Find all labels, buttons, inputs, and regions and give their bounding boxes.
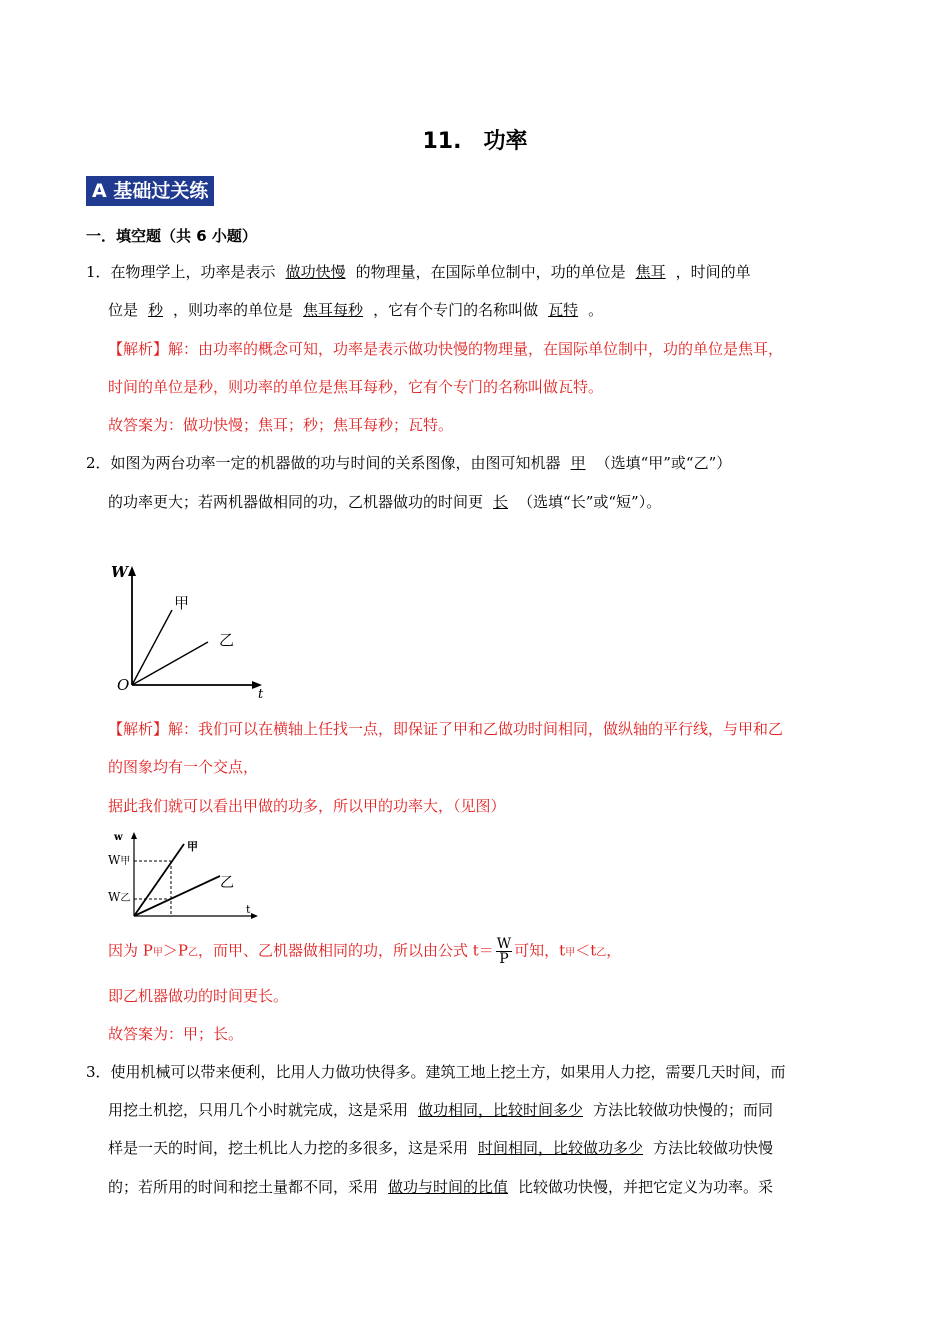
question-1-line-1: 1．在物理学上，功率是表示 做功快慢 的物理量，在国际单位制中，功的单位是 焦耳 ，时间的单 — [86, 263, 751, 281]
question-3-line-2: 用挖土机挖，只用几个小时就完成，这是采用 做功相同，比较时间多少 方法比较做功快慢的；而同 — [108, 1101, 774, 1119]
question-1-line-2: 位是 秒 ，则功率的单位是 焦耳每秒 ，它有个专门的名称叫做 瓦特 。 — [108, 301, 604, 319]
fig2-y-axis-label: w — [114, 832, 123, 843]
q2-analysis-line-2: 的图象均有一个交点， — [108, 758, 259, 776]
fig2-x-axis-label: t — [246, 903, 251, 916]
q2-analysis-line-3: 据此我们就可以看出甲做的功多，所以甲的功率大，（见图） — [108, 797, 506, 815]
answer-blank: 焦耳 — [635, 263, 666, 281]
answer-blank: 时间相同，比较做功多少 — [478, 1139, 644, 1157]
w-jia-label: W甲 — [108, 853, 131, 867]
q1-answer: 故答案为：做功快慢；焦耳；秒；焦耳每秒；瓦特。 — [108, 416, 454, 434]
answer-blank: 长 — [493, 493, 509, 511]
answer-blank: 瓦特 — [548, 301, 579, 319]
question-2-line-1: 2．如图为两台功率一定的机器做的功与时间的关系图像，由图可知机器 甲 （选填“甲”或“乙”） — [86, 454, 732, 472]
question-2-line-2: 的功率更大；若两机器做相同的功，乙机器做功的时间更 长 （选填“长”或“短”）。 — [108, 493, 662, 511]
answer-blank: 秒 — [148, 301, 164, 319]
q2-answer: 故答案为：甲；长。 — [108, 1025, 244, 1043]
question-3-line-4: 的；若所用的时间和挖土量都不同，采用 做功与时间的比值 比较做功快慢，并把它定义为功率。采 — [108, 1178, 774, 1196]
series-label-yi: 乙 — [219, 631, 235, 649]
page-title: 11. 功率 — [422, 129, 528, 154]
q1-analysis-line-2: 时间的单位是秒，则功率的单位是焦耳每秒，它有个专门的名称叫做瓦特。 — [108, 378, 604, 396]
fig2-series-label-jia: 甲 — [187, 840, 198, 853]
q2-formula-line: 因为 P甲＞P乙，而甲、乙机器做相同的功，所以由公式 t＝ $\frac{W}{P}$ 可知，t甲＜t乙， — [108, 936, 622, 967]
section-subheading: 一．填空题（共 6 小题） — [86, 227, 257, 245]
y-axis-label: W — [111, 563, 128, 581]
origin-label: O — [117, 676, 130, 694]
x-axis-label: t — [258, 687, 264, 702]
q2-analysis-line-1: 【解析】解：我们可以在横轴上任找一点，即保证了甲和乙做功时间相同，做纵轴的平行线，与甲和乙 — [108, 720, 784, 738]
answer-blank: 做功快慢 — [285, 263, 346, 281]
formula-fraction: $\frac{W}{P}$ — [496, 936, 512, 967]
series-label-jia: 甲 — [174, 594, 190, 612]
x-axis — [132, 681, 262, 689]
q1-analysis-line-1: 【解析】解：由功率的概念可知，功率是表示做功快慢的物理量，在国际单位制中，功的单位是焦耳， — [108, 340, 784, 358]
answer-blank: 甲 — [570, 454, 586, 472]
answer-blank: 焦耳每秒 — [303, 301, 364, 319]
w-yi-label: W乙 — [108, 890, 131, 904]
question-3-line-3: 样是一天的时间，挖土机比人力挖的多很多，这是采用 时间相同，比较做功多少 方法比较做功快慢 — [108, 1139, 774, 1157]
answer-blank: 做功与时间的比值 — [388, 1178, 509, 1196]
q2-analysis-line-4: 即乙机器做功的时间更长。 — [108, 987, 289, 1005]
fig2-series-label-yi: 乙 — [220, 875, 234, 891]
section-banner: A 基础过关练 — [86, 176, 214, 206]
y-axis — [128, 566, 136, 685]
analysis-graph — [100, 826, 270, 926]
answer-blank: 做功相同，比较时间多少 — [418, 1101, 584, 1119]
question-3-line-1: 3．使用机械可以带来便利，比用人力做功快得多。建筑工地上挖土方，如果用人力挖，需要几天时间，而 — [86, 1063, 786, 1081]
